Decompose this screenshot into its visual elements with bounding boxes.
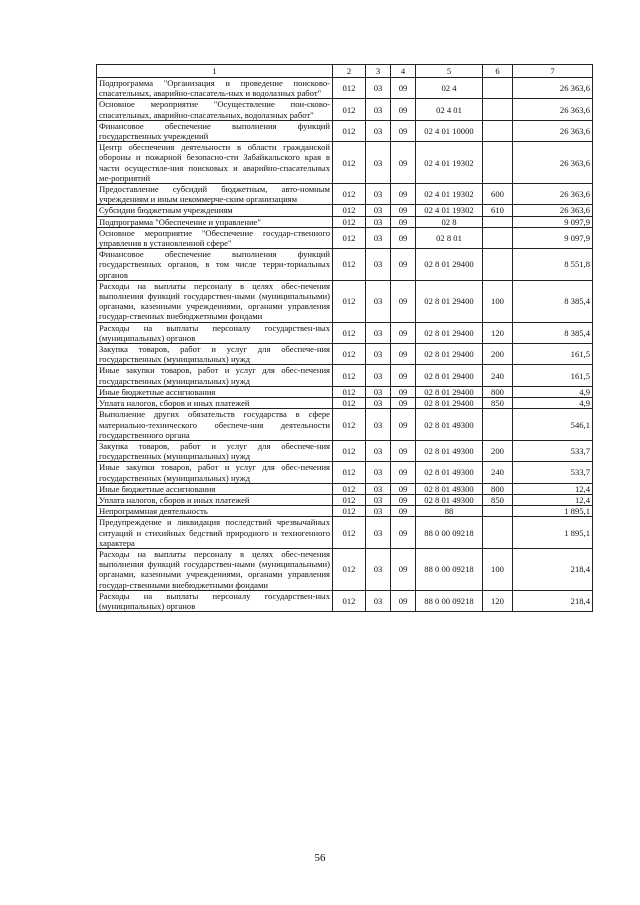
row-name-cell: Расходы на выплаты персоналу государствен-ных (муниципальных) органов: [97, 322, 333, 343]
row-code-cell: 02 4 01 19302: [416, 184, 483, 205]
row-code-cell: [483, 506, 513, 517]
row-code-cell: 03: [366, 99, 391, 120]
row-name-cell: Субсидии бюджетным учреждениям: [97, 205, 333, 216]
row-code-cell: 800: [483, 483, 513, 494]
row-code-cell: 4,9: [513, 398, 593, 409]
row-code-cell: 09: [391, 398, 416, 409]
row-code-cell: 09: [391, 78, 416, 99]
row-code-cell: 09: [391, 506, 416, 517]
row-code-cell: 03: [366, 483, 391, 494]
row-name-cell: Уплата налогов, сборов и иных платежей: [97, 398, 333, 409]
row-code-cell: 012: [333, 227, 366, 248]
row-code-cell: 03: [366, 184, 391, 205]
header-cell: 2: [333, 65, 366, 78]
row-code-cell: 03: [366, 548, 391, 590]
row-code-cell: 09: [391, 386, 416, 397]
row-code-cell: 09: [391, 494, 416, 505]
row-code-cell: 09: [391, 184, 416, 205]
row-code-cell: 09: [391, 590, 416, 611]
budget-table: [96, 64, 593, 612]
row-name-cell: Предупреждение и ликвидация последствий чрезвычайных ситуаций и стихийных бедствий природного и техногенного характера: [97, 517, 333, 549]
row-name-cell: Иные закупки товаров, работ и услуг для обес-печения государственных (муниципальных) нужд: [97, 365, 333, 386]
row-code-cell: 02 8 01 29400: [416, 322, 483, 343]
row-code-cell: 012: [333, 322, 366, 343]
row-code-cell: 03: [366, 365, 391, 386]
table-row: [97, 494, 593, 505]
row-code-cell: 9 097,9: [513, 216, 593, 227]
row-name-cell: Иные закупки товаров, работ и услуг для обес-печения государственных (муниципальных) нужд: [97, 462, 333, 483]
row-code-cell: 88 0 00 09218: [416, 517, 483, 549]
row-code-cell: 03: [366, 322, 391, 343]
table-row: [97, 386, 593, 397]
row-code-cell: 03: [366, 78, 391, 99]
row-code-cell: 012: [333, 494, 366, 505]
row-code-cell: 02 4 01: [416, 99, 483, 120]
row-code-cell: 03: [366, 398, 391, 409]
row-code-cell: 02 8 01 29400: [416, 365, 483, 386]
header-cell: 7: [513, 65, 593, 78]
row-code-cell: [483, 517, 513, 549]
row-code-cell: 03: [366, 494, 391, 505]
row-code-cell: 200: [483, 440, 513, 461]
row-code-cell: 9 097,9: [513, 227, 593, 248]
row-name-cell: Иные бюджетные ассигнования: [97, 483, 333, 494]
row-code-cell: 533,7: [513, 462, 593, 483]
table-row: [97, 120, 593, 141]
table-row: [97, 216, 593, 227]
row-code-cell: 600: [483, 184, 513, 205]
header-cell: 5: [416, 65, 483, 78]
row-code-cell: 800: [483, 386, 513, 397]
table-row: [97, 142, 593, 184]
row-code-cell: 02 8 01 29400: [416, 386, 483, 397]
row-code-cell: 09: [391, 409, 416, 441]
row-code-cell: 02 8 01 49300: [416, 483, 483, 494]
row-code-cell: 8 551,8: [513, 249, 593, 281]
row-code-cell: 03: [366, 590, 391, 611]
row-code-cell: 09: [391, 344, 416, 365]
row-code-cell: 02 8 01 49300: [416, 494, 483, 505]
row-code-cell: 02 4 01 10000: [416, 120, 483, 141]
row-code-cell: [483, 249, 513, 281]
table-row: [97, 365, 593, 386]
row-code-cell: 09: [391, 548, 416, 590]
row-code-cell: 03: [366, 120, 391, 141]
row-code-cell: 12,4: [513, 494, 593, 505]
row-code-cell: 03: [366, 249, 391, 281]
row-code-cell: 610: [483, 205, 513, 216]
row-name-cell: Финансовое обеспечение выполнения функций государственных учреждений: [97, 120, 333, 141]
row-name-cell: Предоставление субсидий бюджетным, авто-номным учреждениям и иным некоммерче-ским организациям: [97, 184, 333, 205]
table-row: [97, 322, 593, 343]
row-code-cell: 09: [391, 483, 416, 494]
row-code-cell: 03: [366, 205, 391, 216]
row-code-cell: 02 8 01 49300: [416, 409, 483, 441]
row-code-cell: 1 895,1: [513, 517, 593, 549]
table-row: [97, 517, 593, 549]
table-row: [97, 398, 593, 409]
row-code-cell: 012: [333, 398, 366, 409]
row-code-cell: 4,9: [513, 386, 593, 397]
row-code-cell: 02 8 01 49300: [416, 440, 483, 461]
row-code-cell: [483, 409, 513, 441]
row-code-cell: 012: [333, 249, 366, 281]
row-code-cell: 218,4: [513, 548, 593, 590]
row-code-cell: 546,1: [513, 409, 593, 441]
row-code-cell: 03: [366, 344, 391, 365]
row-code-cell: 03: [366, 227, 391, 248]
row-code-cell: 012: [333, 216, 366, 227]
row-code-cell: 012: [333, 386, 366, 397]
row-name-cell: Закупка товаров, работ и услуг для обеспече-ния государственных (муниципальных) нужд: [97, 344, 333, 365]
row-name-cell: Иные бюджетные ассигнования: [97, 386, 333, 397]
row-code-cell: 161,5: [513, 344, 593, 365]
row-code-cell: 09: [391, 280, 416, 322]
row-code-cell: 012: [333, 517, 366, 549]
row-name-cell: Расходы на выплаты персоналу государствен-ных (муниципальных) органов: [97, 590, 333, 611]
row-code-cell: 09: [391, 249, 416, 281]
row-code-cell: 09: [391, 120, 416, 141]
row-code-cell: 09: [391, 365, 416, 386]
row-code-cell: 100: [483, 548, 513, 590]
header-cell: 1: [97, 65, 333, 78]
row-code-cell: 26 363,6: [513, 142, 593, 184]
row-code-cell: 850: [483, 494, 513, 505]
table-row: [97, 205, 593, 216]
row-code-cell: 26 363,6: [513, 184, 593, 205]
row-code-cell: 88: [416, 506, 483, 517]
header-cell: 6: [483, 65, 513, 78]
row-code-cell: [483, 216, 513, 227]
row-code-cell: 8 385,4: [513, 322, 593, 343]
table-header-row: [97, 65, 593, 78]
row-code-cell: 012: [333, 184, 366, 205]
row-code-cell: 012: [333, 590, 366, 611]
row-code-cell: 09: [391, 517, 416, 549]
row-code-cell: 02 4 01 19302: [416, 142, 483, 184]
table-row: [97, 227, 593, 248]
row-code-cell: 240: [483, 365, 513, 386]
row-code-cell: 03: [366, 216, 391, 227]
table-row: [97, 506, 593, 517]
table-row: [97, 280, 593, 322]
row-code-cell: 120: [483, 322, 513, 343]
row-code-cell: 012: [333, 548, 366, 590]
table-row: [97, 590, 593, 611]
table-row: [97, 548, 593, 590]
row-code-cell: 09: [391, 227, 416, 248]
row-code-cell: 26 363,6: [513, 205, 593, 216]
row-code-cell: 02 4: [416, 78, 483, 99]
row-code-cell: 09: [391, 99, 416, 120]
row-code-cell: [483, 120, 513, 141]
row-name-cell: Основное мероприятие "Обеспечение государ-ственного управления в установленной сфере": [97, 227, 333, 248]
row-code-cell: 012: [333, 344, 366, 365]
row-code-cell: 26 363,6: [513, 99, 593, 120]
row-code-cell: 533,7: [513, 440, 593, 461]
row-code-cell: 26 363,6: [513, 120, 593, 141]
row-code-cell: 09: [391, 142, 416, 184]
row-code-cell: 12,4: [513, 483, 593, 494]
row-code-cell: [483, 142, 513, 184]
row-code-cell: 02 8: [416, 216, 483, 227]
row-code-cell: 012: [333, 440, 366, 461]
row-name-cell: Основное мероприятие "Осуществление пои-сково-спасательных, аварийно-спасательных, водолазных работ": [97, 99, 333, 120]
row-code-cell: 8 385,4: [513, 280, 593, 322]
table-row: [97, 78, 593, 99]
row-code-cell: 012: [333, 99, 366, 120]
row-code-cell: 200: [483, 344, 513, 365]
row-code-cell: 02 8 01 29400: [416, 280, 483, 322]
row-code-cell: 012: [333, 280, 366, 322]
row-name-cell: Закупка товаров, работ и услуг для обеспече-ния государственных (муниципальных) нужд: [97, 440, 333, 461]
page-number: 56: [314, 852, 326, 864]
row-name-cell: Непрограммная деятельность: [97, 506, 333, 517]
table-row: [97, 344, 593, 365]
row-code-cell: 03: [366, 462, 391, 483]
table-row: [97, 483, 593, 494]
row-code-cell: 012: [333, 78, 366, 99]
row-code-cell: 012: [333, 506, 366, 517]
row-code-cell: 02 8 01 29400: [416, 249, 483, 281]
row-code-cell: 012: [333, 365, 366, 386]
row-code-cell: 09: [391, 462, 416, 483]
row-code-cell: 012: [333, 483, 366, 494]
row-code-cell: 03: [366, 517, 391, 549]
row-code-cell: 100: [483, 280, 513, 322]
row-code-cell: 012: [333, 120, 366, 141]
row-code-cell: 09: [391, 440, 416, 461]
table-row: [97, 409, 593, 441]
row-code-cell: 02 8 01 29400: [416, 344, 483, 365]
row-name-cell: Центр обеспечения деятельности в области гражданской обороны и пожарной безопасно-сти Забайкальского края в части осуществле-ния поисковых и аварийно-спасательных ме-роприятий: [97, 142, 333, 184]
row-code-cell: [483, 99, 513, 120]
header-cell: 3: [366, 65, 391, 78]
row-code-cell: 02 8 01 29400: [416, 398, 483, 409]
row-name-cell: Выполнение других обязательств государства в сфере материально-технического обеспече-ния деятельности государственного органа: [97, 409, 333, 441]
row-code-cell: 012: [333, 205, 366, 216]
table-row: [97, 462, 593, 483]
header-cell: 4: [391, 65, 416, 78]
row-name-cell: Расходы на выплаты персоналу в целях обес-печения выполнения функций государствен-ными (муниципальными) органами, казенными учреждениями, органами управления государ-ственных внебюджетными фондами: [97, 280, 333, 322]
row-code-cell: 03: [366, 142, 391, 184]
row-code-cell: 012: [333, 462, 366, 483]
row-name-cell: Финансовое обеспечение выполнения функций государственных органов, в том числе терри-ториальных органов: [97, 249, 333, 281]
row-code-cell: 120: [483, 590, 513, 611]
row-code-cell: 03: [366, 506, 391, 517]
row-code-cell: 03: [366, 409, 391, 441]
row-code-cell: 012: [333, 409, 366, 441]
row-name-cell: Уплата налогов, сборов и иных платежей: [97, 494, 333, 505]
row-code-cell: 240: [483, 462, 513, 483]
row-code-cell: [483, 78, 513, 99]
table-row: [97, 440, 593, 461]
row-code-cell: 03: [366, 280, 391, 322]
row-code-cell: 09: [391, 322, 416, 343]
row-name-cell: Подпрограмма "Обеспечение и управление": [97, 216, 333, 227]
row-code-cell: [483, 227, 513, 248]
table-row: [97, 249, 593, 281]
row-code-cell: 1 895,1: [513, 506, 593, 517]
row-code-cell: 09: [391, 205, 416, 216]
row-code-cell: 161,5: [513, 365, 593, 386]
table-row: [97, 184, 593, 205]
table-row: [97, 99, 593, 120]
row-code-cell: 02 8 01 49300: [416, 462, 483, 483]
row-code-cell: 02 4 01 19302: [416, 205, 483, 216]
row-code-cell: 03: [366, 440, 391, 461]
row-name-cell: Расходы на выплаты персоналу в целях обес-печения выполнения функций государствен-ными (муниципальными) органами, казенными учреждениями, органами управления государ-ственными внебюджетными фондами: [97, 548, 333, 590]
row-code-cell: 88 0 00 09218: [416, 548, 483, 590]
row-code-cell: 012: [333, 142, 366, 184]
row-code-cell: 26 363,6: [513, 78, 593, 99]
row-code-cell: 03: [366, 386, 391, 397]
row-code-cell: 218,4: [513, 590, 593, 611]
row-name-cell: Подпрограмма "Организация и проведение поисково-спасательных, аварийно-спасатель-ных и водолазных работ": [97, 78, 333, 99]
row-code-cell: 02 8 01: [416, 227, 483, 248]
row-code-cell: 09: [391, 216, 416, 227]
row-code-cell: 850: [483, 398, 513, 409]
row-code-cell: 88 0 00 09218: [416, 590, 483, 611]
